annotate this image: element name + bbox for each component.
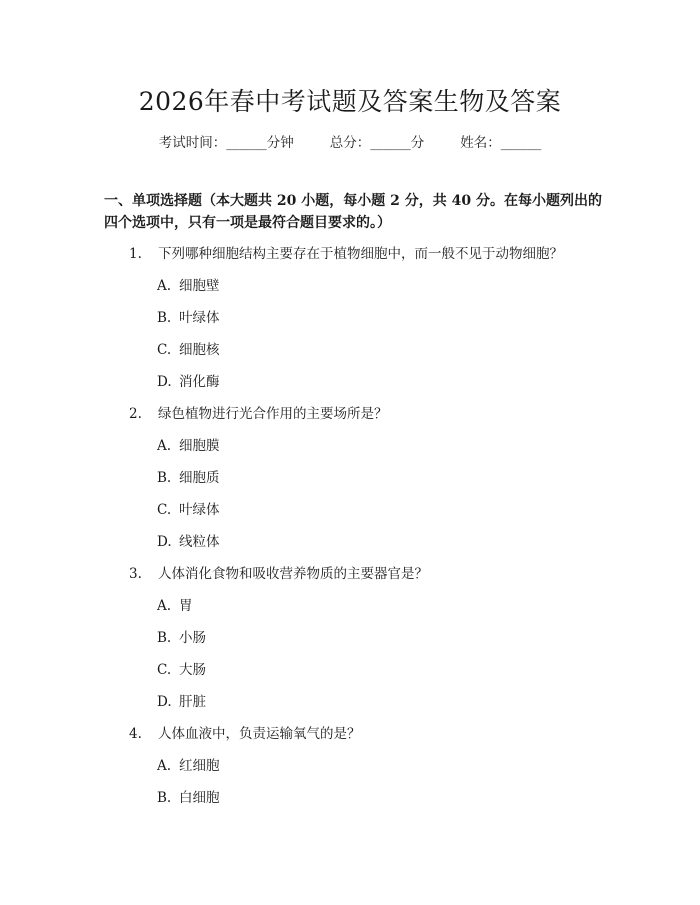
option-text: 红细胞 <box>179 758 220 774</box>
option-text: 消化酶 <box>179 374 220 390</box>
option-letter: A. <box>157 598 172 614</box>
option-a <box>0 436 700 456</box>
option-text: 细胞质 <box>179 470 220 486</box>
option-text: 胃 <box>179 598 193 614</box>
option-letter: D. <box>157 534 172 550</box>
section-heading: 一、单项选择题（本大题共 20 小题，每小题 2 分，共 40 分。在每小题列出的四个选项中，只有一项是最符合题目要求的。） <box>104 193 602 231</box>
option-letter: C. <box>157 342 172 358</box>
option-text: 线粒体 <box>179 534 220 550</box>
option-text: 细胞膜 <box>179 438 220 454</box>
option-text: 细胞核 <box>179 342 220 358</box>
option-d <box>0 692 700 712</box>
option-text: 大肠 <box>179 662 206 678</box>
question-4 <box>0 724 700 808</box>
question-number: 2. <box>129 406 142 422</box>
option-letter: B. <box>157 790 172 806</box>
option-letter: D. <box>157 694 172 710</box>
option-letter: D. <box>157 374 172 390</box>
option-letter: B. <box>157 630 172 646</box>
page-title: 2026年春中考试题及答案生物及答案 <box>138 87 562 116</box>
question-list <box>0 244 700 820</box>
option-text: 细胞壁 <box>179 278 220 294</box>
total-score-field: 总分：______分 <box>329 135 425 151</box>
question-stem <box>0 404 700 424</box>
question-text: 绿色植物进行光合作用的主要场所是？ <box>158 406 388 422</box>
option-text: 叶绿体 <box>179 502 220 518</box>
question-number: 3. <box>129 566 142 582</box>
question-number: 4. <box>129 726 142 742</box>
option-text: 叶绿体 <box>179 310 220 326</box>
option-letter: B. <box>157 310 172 326</box>
question-3 <box>0 564 700 712</box>
option-c <box>0 500 700 520</box>
question-text: 人体血液中，负责运输氧气的是？ <box>158 726 361 742</box>
option-d <box>0 532 700 552</box>
option-b <box>0 628 700 648</box>
question-stem <box>0 244 700 264</box>
option-text: 白细胞 <box>179 790 220 806</box>
option-c <box>0 660 700 680</box>
question-stem <box>0 724 700 744</box>
option-a <box>0 596 700 616</box>
option-letter: C. <box>157 502 172 518</box>
option-c <box>0 340 700 360</box>
question-stem <box>0 564 700 584</box>
question-number: 1. <box>129 246 142 262</box>
option-letter: A. <box>157 278 172 294</box>
option-a <box>0 276 700 296</box>
option-letter: A. <box>157 758 172 774</box>
option-b <box>0 788 700 808</box>
option-letter: A. <box>157 438 172 454</box>
option-b <box>0 308 700 328</box>
option-letter: B. <box>157 470 172 486</box>
option-text: 小肠 <box>179 630 206 646</box>
question-text: 下列哪种细胞结构主要存在于植物细胞中，而一般不见于动物细胞？ <box>158 246 563 262</box>
exam-time-field: 考试时间：______分钟 <box>158 135 294 151</box>
question-1 <box>0 244 700 392</box>
option-letter: C. <box>157 662 172 678</box>
option-d <box>0 372 700 392</box>
option-text: 肝脏 <box>179 694 206 710</box>
question-text: 人体消化食物和吸收营养物质的主要器官是？ <box>158 566 428 582</box>
exam-info-row <box>0 131 700 151</box>
question-2 <box>0 404 700 552</box>
option-b <box>0 468 700 488</box>
student-name-field: 姓名：______ <box>460 135 542 151</box>
option-a <box>0 756 700 776</box>
